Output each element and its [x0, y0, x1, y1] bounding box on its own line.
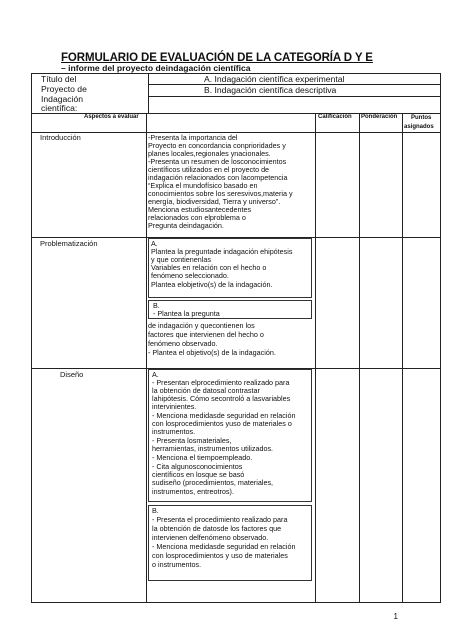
diseno-a-line: sudiseño (procedimientos, materiales, — [152, 478, 274, 487]
column-divider-calificacion — [315, 113, 316, 603]
diseno-a-line: - Presentan elprocedimiento realizado para — [152, 378, 290, 387]
col-ponderacion: Ponderación — [361, 114, 398, 120]
introduccion-line: -Presenta la importancia del — [148, 133, 238, 142]
introduccion-line: planes locales,regionales ynacionales. — [148, 149, 271, 158]
diseno-a-line: instrumentos. — [152, 427, 196, 436]
header-column-divider — [148, 73, 149, 113]
diseno-a-line: herramientas, instrumentos utilizados. — [152, 444, 274, 453]
row-label-problematizacion: Problematización — [40, 239, 98, 248]
form-subtitle: – informe del proyecto deindagación científica — [61, 63, 251, 73]
diseno-b-line: B. — [152, 506, 159, 515]
problematizacion-b-line: - Plantea la pregunta — [153, 309, 220, 318]
row-label-introduccion: Introducción — [40, 133, 81, 142]
problematizacion-a-line: Plantea elobjetivo(s) de la indagación. — [151, 280, 273, 289]
col-aspectos: Aspectos a evaluar — [84, 114, 139, 120]
diseno-a-line: - Cita algunosconocimientos — [152, 462, 243, 471]
diseno-b-line: intervienen delfenómeno observado. — [152, 533, 269, 542]
problematizacion-a-line: Variables en relación con el hecho o — [151, 263, 267, 272]
table-left-border — [31, 73, 32, 603]
titulo-label-4: científica: — [41, 103, 78, 113]
diseno-b-line: con losprocedimientos y uso de materiales — [152, 551, 288, 560]
problematizacion-b-line: B. — [153, 301, 160, 310]
problematizacion-b-cont: fenómeno observado. — [148, 339, 218, 348]
problematizacion-b-cont: - Plantea el objetivo(s) de la indagación. — [148, 348, 276, 357]
introduccion-line: indagación relacionados con lacompetencia — [148, 173, 288, 182]
table-right-border — [440, 73, 441, 603]
introduccion-line: conocimientos sobre los seresvivos,materia y — [148, 189, 293, 198]
diseno-a-line: - Menciona el tiempoempleado. — [152, 453, 253, 462]
diseno-a-line: - Menciona medidasde seguridad en relación — [152, 411, 296, 420]
col-calificacion: Calificación — [318, 114, 352, 120]
problematizacion-b-cont: factores que intervienen del hecho o — [148, 330, 264, 339]
table-bottom-border — [31, 602, 440, 603]
diseno-a-line: - Presenta losmateriales, — [152, 436, 232, 445]
col-puntos-2: asignados — [404, 124, 434, 130]
problematizacion-a-line: fenómeno seleccionado. — [151, 271, 229, 280]
problematizacion-b-cont: de indagación y quecontienen los — [148, 321, 255, 330]
diseno-b-line: la obtención de datosde los factores que — [152, 524, 282, 533]
problematizacion-a-line: A. — [151, 239, 158, 248]
problematizacion-a-line: y que contienenlas — [151, 255, 211, 264]
introduccion-line: relacionados con elproblema o — [148, 213, 246, 222]
introduccion-line: Pregunta deindagación. — [148, 221, 224, 230]
diseno-b-line: o instrumentos. — [152, 560, 202, 569]
introduccion-line: científicos utilizados en el proyecto de — [148, 165, 270, 174]
diseno-a-line: la obtención de datosal contrastar — [152, 386, 260, 395]
introduccion-line: energía, biodiversidad, Tierra y universo”. — [148, 197, 281, 206]
diseno-a-line: A. — [152, 370, 159, 379]
diseno-a-line: instrumentos, entreotros). — [152, 487, 234, 496]
column-divider-aspects — [146, 113, 147, 603]
diseno-a-line: con losprocedimientos yuso de materiales o — [152, 419, 292, 428]
introduccion-line: Menciona estudiosantecedentes — [148, 205, 252, 214]
titulo-label-3: Indagación — [41, 94, 84, 104]
diseno-a-line: intervinientes. — [152, 402, 197, 411]
header-divider — [148, 96, 440, 97]
diseno-a-line: científicos en losque se basó — [152, 470, 245, 479]
option-a-experimental: A. Indagación científica experimental — [204, 74, 345, 84]
problematizacion-a-line: Plantea la preguntade indagación ehipótesis — [151, 247, 293, 256]
form-title: FORMULARIO DE EVALUACIÓN DE LA CATEGORÍA D Y E — [61, 52, 373, 64]
row-label-diseno: Diseño — [60, 370, 84, 379]
column-divider-puntos — [402, 113, 403, 603]
titulo-label-2: Proyecto de — [41, 84, 87, 94]
column-divider-ponderacion — [359, 113, 360, 603]
introduccion-line: -Presenta un resumen de losconocimientos — [148, 157, 287, 166]
col-puntos-1: Puntos — [411, 115, 432, 121]
diseno-b-line: - Menciona medidasde seguridad en relación — [152, 542, 296, 551]
introduccion-line: “Explica el mundofísico basado en — [148, 181, 258, 190]
introduccion-line: Proyecto en concordancia conprioridades y — [148, 141, 286, 150]
diseno-a-line: lahipótesis. Cómo secontroló a lasvariables — [152, 394, 291, 403]
titulo-label-1: Título del — [41, 74, 77, 84]
option-b-descriptiva: B. Indagación científica descriptiva — [204, 85, 337, 95]
diseno-b-line: - Presenta el procedimiento realizado para — [152, 515, 288, 524]
page-number: 1 — [393, 612, 398, 621]
